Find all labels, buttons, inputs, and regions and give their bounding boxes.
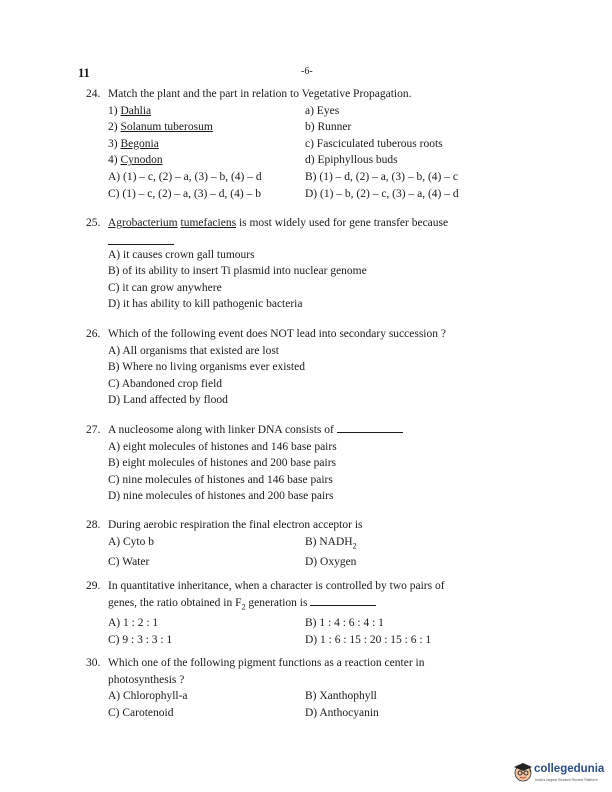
option-a[interactable]: A) Cyto b xyxy=(108,535,154,548)
option-a[interactable]: A) 1 : 2 : 1 xyxy=(108,617,159,630)
option-b[interactable]: B) 1 : 4 : 6 : 4 : 1 xyxy=(305,617,384,630)
option-a[interactable]: A) (1) – c, (2) – a, (3) – b, (4) – d xyxy=(108,170,262,183)
option-b[interactable]: B) eight molecules of histones and 200 base pairs xyxy=(108,457,337,470)
option-b[interactable]: B) $NADH_2$ xyxy=(305,535,357,550)
graduate-avatar-icon xyxy=(512,761,534,783)
question-text: Which one of the following pigment functions as a reaction center in xyxy=(108,657,425,669)
question-number: 30. xyxy=(86,657,101,669)
brand-tagline: India's largest Student Review Platform xyxy=(535,778,598,782)
match-row: 2) Solanum tuberosum b) Runner xyxy=(108,119,516,136)
option-d[interactable]: D) 1 : 6 : 15 : 20 : 15 : 6 : 1 xyxy=(305,634,432,647)
plant-part: d) Epiphyllous buds xyxy=(305,154,398,167)
plant-name: Begonia xyxy=(120,137,159,150)
answer-blank xyxy=(310,595,376,606)
option-b[interactable]: B) Where no living organisms ever existed xyxy=(108,361,305,374)
question-number: 28. xyxy=(86,519,101,531)
option-d[interactable]: D) Land affected by flood xyxy=(108,394,228,407)
answer-blank xyxy=(337,422,403,433)
brand-name: collegedunia xyxy=(534,763,605,775)
answer-blank xyxy=(108,232,174,245)
option-d[interactable]: D) nine molecules of histones and 200 base pairs xyxy=(108,490,334,503)
question-27 xyxy=(86,422,516,505)
question-text: During aerobic respiration the final electron acceptor is xyxy=(108,519,363,531)
option-c[interactable]: C) Water xyxy=(108,556,150,569)
match-row: 4) Cynodon d) Epiphyllous buds xyxy=(108,152,516,169)
plant-part: c) Fasciculated tuberous roots xyxy=(305,137,443,150)
question-text: Which of the following event does NOT lead into secondary succession ? xyxy=(108,328,446,340)
page-header xyxy=(78,66,538,82)
plant-name: Cynodon xyxy=(120,154,163,167)
question-30 xyxy=(86,655,516,721)
question-text: In quantitative inheritance, when a character is controlled by two pairs of xyxy=(108,580,445,592)
question-text: Match the plant and the part in relation to Vegetative Propagation. xyxy=(108,88,412,100)
option-d[interactable]: D) Anthocyanin xyxy=(305,706,379,719)
option-b[interactable]: B) Xanthophyll xyxy=(305,690,377,703)
match-row: 1) Dahlia a) Eyes xyxy=(108,103,516,120)
paper-code: 11 xyxy=(78,66,90,80)
option-a[interactable]: A) it causes crown gall tumours xyxy=(108,248,255,261)
option-d[interactable]: D) Oxygen xyxy=(305,556,357,569)
match-row: 3) Begonia c) Fasciculated tuberous roots xyxy=(108,136,516,153)
question-number: 27. xyxy=(86,424,101,436)
question-26 xyxy=(86,326,516,409)
brand-logo[interactable] xyxy=(512,757,612,789)
option-b[interactable]: B) of its ability to insert Ti plasmid into nuclear genome xyxy=(108,265,367,278)
question-28 xyxy=(86,517,516,571)
plant-name: Dahlia xyxy=(120,104,152,117)
question-number: 29. xyxy=(86,580,101,592)
option-a[interactable]: A) Chlorophyll-a xyxy=(108,690,188,703)
question-number: 26. xyxy=(86,328,101,340)
plant-name: Solanum tuberosum xyxy=(120,121,213,134)
question-number: 24. xyxy=(86,88,101,100)
question-24 xyxy=(86,86,516,202)
question-text-continued: photosynthesis ? xyxy=(108,673,185,686)
plant-part: b) Runner xyxy=(305,121,352,134)
option-c[interactable]: C) nine molecules of histones and 146 base pairs xyxy=(108,473,333,486)
option-a[interactable]: A) eight molecules of histones and 146 base pairs xyxy=(108,440,337,453)
question-text: Agrobacterium tumefaciens is most widely used for gene transfer because xyxy=(108,217,449,229)
option-c[interactable]: C) Abandoned crop field xyxy=(108,377,223,390)
question-text: A nucleosome along with linker DNA consists of xyxy=(108,422,516,439)
option-a[interactable]: A) All organisms that existed are lost xyxy=(108,344,279,357)
question-25 xyxy=(86,215,516,313)
option-c[interactable]: C) (1) – c, (2) – a, (3) – d, (4) – b xyxy=(108,187,261,200)
option-c[interactable]: C) Carotenoid xyxy=(108,706,174,719)
question-text-continued: genes, the ratio obtained in $F_2$ generation is xyxy=(86,595,516,616)
question-number: 25. xyxy=(86,217,101,229)
option-b[interactable]: B) (1) – d, (2) – a, (3) – b, (4) – c xyxy=(305,170,458,183)
option-c[interactable]: C) it can grow anywhere xyxy=(108,281,222,294)
plant-part: a) Eyes xyxy=(305,104,340,117)
question-29 xyxy=(86,578,516,649)
option-c[interactable]: C) 9 : 3 : 3 : 1 xyxy=(108,634,173,647)
option-d[interactable]: D) (1) – b, (2) – c, (3) – a, (4) – d xyxy=(305,187,459,200)
option-d[interactable]: D) it has ability to kill pathogenic bacteria xyxy=(108,298,303,311)
page-number: -6- xyxy=(301,66,313,77)
